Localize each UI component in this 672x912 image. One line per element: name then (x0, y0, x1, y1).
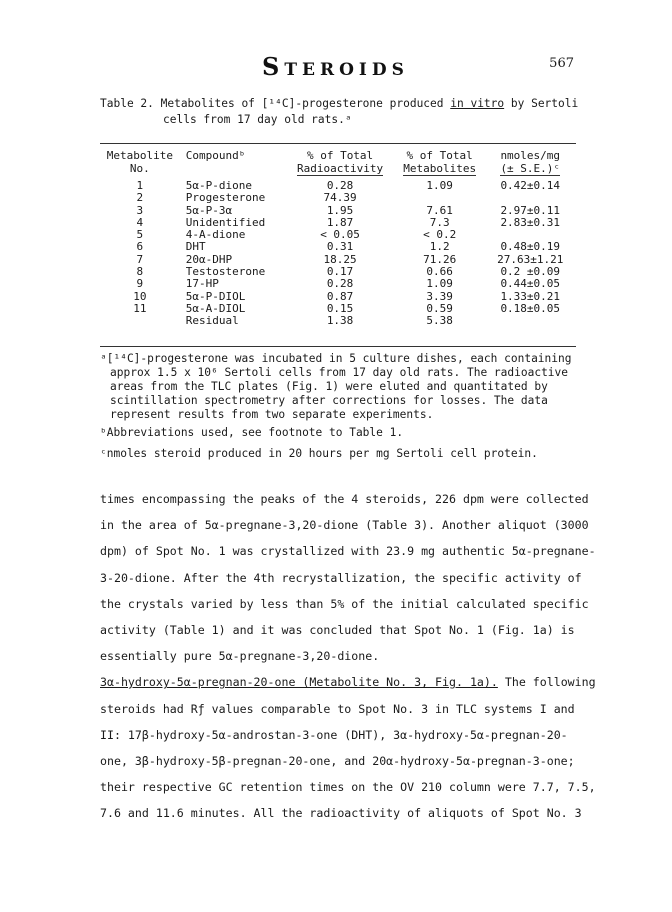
cell-compound: Testosterone (185, 265, 266, 279)
cell-metabolite-no: 8 (136, 265, 144, 279)
caption-line-1: Table 2. Metabolites of [¹⁴C]-progesterone produced in vitro by Sertoli (100, 97, 579, 110)
cell-metabolite-no: 10 (133, 289, 147, 303)
col-compound: Compoundᵇ (185, 149, 246, 162)
cell-nmoles: 2.97±0.11 (500, 203, 561, 217)
header-row-2 (100, 162, 576, 175)
col-nmoles: nmoles/mg (500, 149, 561, 162)
caption-line-2: cells from 17 day old rats.ᵃ (163, 113, 352, 126)
section-heading-line (100, 669, 596, 695)
cell-compound: Progesterone (185, 191, 266, 205)
body-line: dpm) of Spot No. 1 was crystallized with 23.9 mg authentic 5α-pregnane- (100, 544, 596, 559)
body-text (100, 486, 596, 826)
cell-metabolites: 7.3 (429, 215, 450, 229)
col-metabolites-sub: Metabolites (403, 162, 477, 175)
footnote-a-line: approx 1.5 x 10⁶ Sertoli cells from 17 day old rats. The radioactive (110, 366, 569, 379)
col-radioactivity-sub: Radioactivity (297, 162, 384, 175)
cell-radioactivity: 1.38 (326, 314, 354, 328)
cell-radioactivity: 1.87 (326, 215, 354, 229)
cell-radioactivity: 18.25 (323, 252, 357, 266)
journal-name: STEROIDS (262, 52, 409, 81)
cell-nmoles: 2.83±0.31 (500, 215, 561, 229)
in-vitro-emphasis: in vitro (450, 97, 505, 110)
table-row (100, 315, 576, 327)
cell-radioactivity: 1.95 (326, 203, 354, 217)
cell-radioactivity: 0.31 (326, 240, 354, 254)
footnote-a-line: areas from the TLC plates (Fig. 1) were eluted and quantitated by (110, 380, 548, 393)
cell-metabolite-no: 1 (136, 179, 144, 192)
cell-nmoles: 27.63±1.21 (497, 252, 564, 266)
cell-nmoles: 0.18±0.05 (500, 301, 561, 315)
metabolites-table (100, 149, 576, 328)
table-caption (100, 96, 580, 128)
cell-compound: 5α-P-DIOL (185, 289, 246, 303)
cell-metabolite-no: 11 (133, 301, 147, 315)
cell-radioactivity: 74.39 (323, 191, 357, 205)
cell-metabolites: 1.09 (426, 179, 453, 192)
cell-compound: 4-A-dione (185, 228, 246, 242)
cell-nmoles: 0.44±0.05 (500, 277, 561, 291)
table-body (100, 175, 576, 328)
footnote-a-line: represent results from two separate experiments. (110, 408, 434, 421)
footnote-a-line: ᵃ[¹⁴C]-progesterone was incubated in 5 culture dishes, each containing (100, 352, 572, 365)
body-line: 3-20-dione. After the 4th recrystallization, the specific activity of (100, 570, 582, 585)
cell-nmoles (484, 315, 576, 327)
body-line: II: 17β-hydroxy-5α-androstan-3-one (DHT), 3α-hydroxy-5α-pregnan-20- (100, 727, 568, 742)
footnote-c: ᶜnmoles steroid produced in 20 hours per mg Sertoli cell protein. (100, 447, 538, 460)
cell-metabolites (395, 192, 485, 204)
body-line: times encompassing the peaks of the 4 steroids, 226 dpm were collected (100, 492, 589, 506)
cell-nmoles: 1.33±0.21 (500, 289, 561, 303)
cell-metabolites: 1.09 (426, 277, 453, 291)
cell-radioactivity: 0.15 (326, 301, 354, 315)
header-row-1 (100, 149, 576, 162)
body-line: 7.6 and 11.6 minutes. All the radioactivity of aliquots of Spot No. 3 (100, 806, 582, 821)
table-row (100, 278, 576, 290)
cell-compound: 17-HP (185, 277, 219, 291)
col-nmoles-sub: (± S.E.)ᶜ (500, 162, 561, 175)
cell-metabolite-no: 3 (136, 203, 144, 217)
footnote-a-line: scintillation spectrometry after corrections for losses. The data (110, 394, 548, 407)
cell-metabolites: 0.66 (426, 265, 453, 279)
body-line: their respective GC retention times on the OV 210 column were 7.7, 7.5, (100, 780, 596, 795)
table-bottom-rule (100, 346, 576, 347)
cell-radioactivity: 0.28 (326, 179, 354, 192)
col-compound-sub (180, 162, 286, 175)
cell-metabolite-no: 7 (136, 252, 144, 266)
body-line: steroids had Rƒ values comparable to Spot No. 3 in TLC systems I and (100, 701, 575, 716)
cell-metabolite-no (100, 315, 180, 327)
col-metabolite-sub: No. (129, 162, 150, 175)
cell-metabolite-no: 9 (136, 277, 144, 291)
cell-metabolites: 3.39 (426, 289, 453, 303)
table-row (100, 241, 576, 253)
cell-compound: Residual (185, 314, 239, 328)
cell-compound: 5α-A-DIOL (185, 301, 246, 315)
body-line: essentially pure 5α-pregnane-3,20-dione. (100, 649, 380, 664)
cell-compound: DHT (185, 240, 206, 254)
cell-compound: Unidentified (185, 215, 266, 229)
cell-metabolite-no: 2 (136, 191, 144, 205)
cell-metabolites: 7.61 (426, 203, 453, 217)
body-line: the crystals varied by less than 5% of the initial calculated specific (100, 596, 589, 611)
cell-nmoles: 0.2 ±0.09 (500, 265, 561, 279)
col-radioactivity: % of Total (306, 149, 374, 162)
cell-radioactivity: < 0.05 (320, 228, 360, 242)
col-metabolites: % of Total (406, 149, 473, 162)
body-line: activity (Table 1) and it was concluded that Spot No. 1 (Fig. 1a) is (100, 622, 575, 637)
cell-metabolites: 1.2 (429, 240, 450, 254)
body-line: in the area of 5α-pregnane-3,20-dione (Table 3). Another aliquot (3000 (100, 518, 589, 533)
col-metabolite: Metabolite (106, 149, 173, 162)
cell-nmoles (484, 192, 576, 204)
section-heading-rest: The following (497, 675, 596, 690)
running-header (0, 52, 672, 81)
cell-radioactivity: 0.28 (326, 277, 354, 291)
body-line: one, 3β-hydroxy-5β-pregnan-20-one, and 20α-hydroxy-5α-pregnan-3-one; (100, 753, 575, 768)
cell-metabolites: 0.59 (426, 301, 453, 315)
cell-nmoles: 0.42±0.14 (500, 179, 561, 192)
cell-nmoles: 0.48±0.19 (500, 240, 561, 254)
cell-compound: 5α-P-3α (185, 203, 233, 217)
cell-metabolite-no: 4 (136, 215, 144, 229)
cell-compound: 5α-P-dione (185, 179, 252, 192)
journal-initial: S (262, 52, 285, 81)
footnote-b: ᵇAbbreviations used, see footnote to Table 1. (100, 426, 404, 439)
cell-radioactivity: 0.87 (326, 289, 354, 303)
cell-metabolite-no: 5 (136, 228, 144, 242)
cell-compound: 20α-DHP (185, 252, 233, 266)
table-top-rule (100, 143, 576, 144)
cell-metabolites: 5.38 (426, 314, 453, 328)
cell-radioactivity: 0.17 (326, 265, 354, 279)
footnote-a (100, 352, 580, 422)
page-number: 567 (549, 56, 574, 71)
section-heading: 3α-hydroxy-5α-pregnan-20-one (Metabolite No. 3, Fig. 1a). (100, 675, 498, 690)
table-row (100, 175, 576, 192)
cell-metabolites: < 0.2 (423, 228, 457, 242)
cell-metabolites: 71.26 (423, 252, 457, 266)
cell-metabolite-no: 6 (136, 240, 144, 254)
table-row (100, 192, 576, 204)
